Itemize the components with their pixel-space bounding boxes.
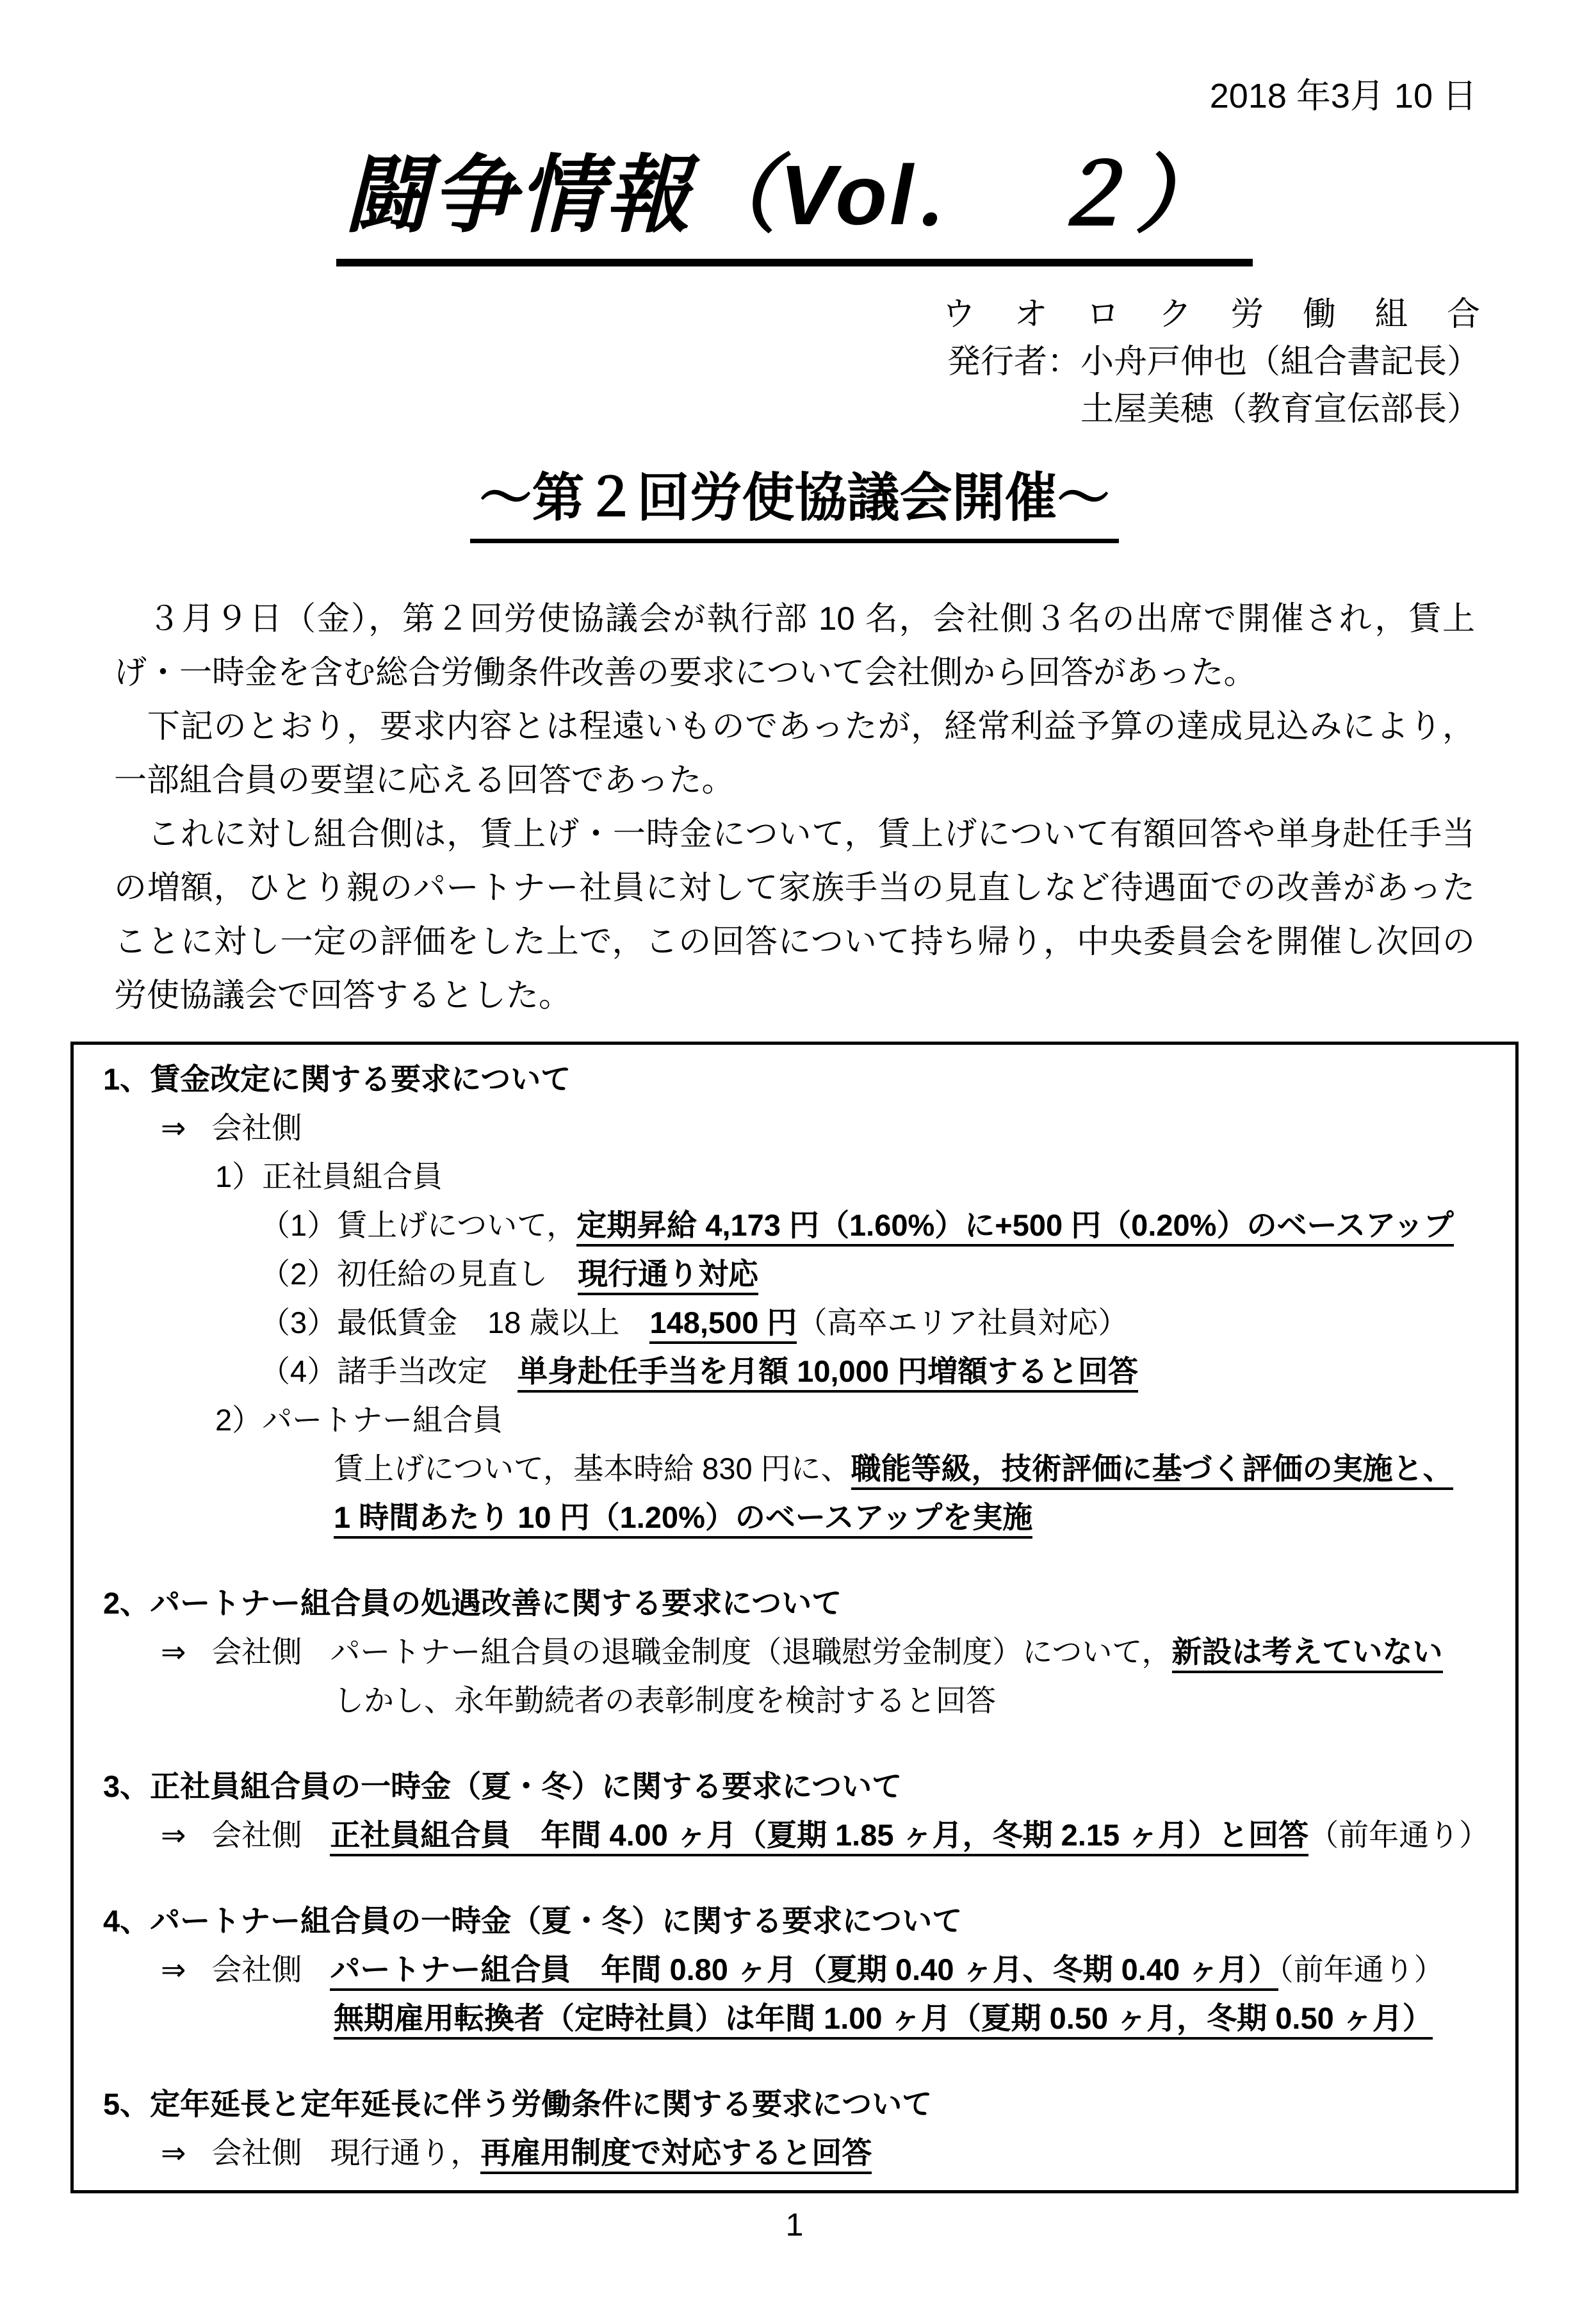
item-response: パートナー組合員 年間 0.80 ヶ月（夏期 0.40 ヶ月、冬期 0.40 ヶ月） [330, 1952, 1278, 1991]
arrow-icon: ⇒ [161, 1818, 186, 1852]
demands-summary-box [70, 1042, 1519, 2193]
section-1-item-1 [103, 1201, 1501, 1250]
company-side-label: 会社側 [211, 2136, 302, 2170]
masthead [942, 291, 1480, 433]
section-1-item-4 [103, 1347, 1501, 1396]
issue-date: 2018 年3月 10 日 [1209, 77, 1477, 115]
heading-row [0, 456, 1589, 543]
arrow-icon: ⇒ [161, 1111, 186, 1145]
section-1-group-2: 2）パートナー組合員 [215, 1403, 503, 1437]
item-text: （2）初任給の見直し [260, 1257, 578, 1291]
company-side-label: 会社側 [211, 1818, 302, 1852]
item-response: 定期昇給 4,173 円（1.60%）に+500 円（0.20%）のベースアップ [576, 1208, 1454, 1247]
section-1-group-2-line-2 [103, 1493, 1501, 1542]
intro-paragraph-2: 下記のとおり，要求内容とは程遠いものであったが，経常利益予算の達成見込みにより，一部組合員の要望に応える回答であった。 [114, 708, 1475, 798]
item-note: （高卒エリア社員対応） [797, 1305, 1129, 1339]
section-3-title: 3、正社員組合員の一時金（夏・冬）に関する要求について [103, 1769, 902, 1803]
item-note: （前年通り） [1308, 1818, 1490, 1852]
item-text: （1）賃上げについて， [260, 1208, 577, 1242]
spacer [103, 1725, 1501, 1762]
company-side-label: 会社側 [211, 1952, 302, 1986]
section-1-item-3 [103, 1298, 1501, 1347]
spacer [103, 1860, 1501, 1897]
item-response: 職能等級，技術評価に基づく評価の実施と、 [851, 1452, 1453, 1490]
section-4-company-response [103, 1945, 1501, 1994]
main-heading: ～第２回労使協議会開催～ [470, 456, 1118, 543]
section-4-line-2 [103, 1994, 1501, 2043]
company-side-label: 会社側 [211, 1635, 302, 1669]
item-response: 正社員組合員 年間 4.00 ヶ月（夏期 1.85 ヶ月，冬期 2.15 ヶ月）と回答 [330, 1818, 1308, 1856]
item-response: 現行通り対応 [578, 1257, 758, 1295]
section-1-title: 1、賃金改定に関する要求について [103, 1062, 571, 1096]
page-number: 1 [785, 2207, 804, 2243]
section-1-group-2-line-1 [103, 1444, 1501, 1493]
item-note: （前年通り） [1278, 1952, 1444, 1986]
section-1-group-1: 1）正社員組合員 [215, 1159, 443, 1193]
arrow-icon: ⇒ [161, 1635, 186, 1669]
company-side-label: 会社側 [211, 1111, 302, 1145]
title-row [0, 127, 1589, 266]
newsletter-title: 闘争情報（Vol． ２） [336, 127, 1252, 266]
section-3-company-response [103, 1811, 1501, 1860]
spacer [103, 2043, 1501, 2080]
arrow-icon: ⇒ [161, 1952, 186, 1986]
item-response: 再雇用制度で対応すると回答 [480, 2136, 872, 2174]
publisher-line-1: 発行者：小舟戸伸也（組合書記長） [947, 343, 1480, 381]
intro-paragraph-1: ３月９日（金），第２回労使協議会が執行部 10 名，会社側３名の出席で開催され，賃上げ・一時金を含む総合労働条件改善の要求について会社側から回答があった。 [114, 600, 1475, 691]
section-2-line-2: しかし、永年勤続者の表彰制度を検討すると回答 [334, 1683, 996, 1717]
section-5-company-response [103, 2129, 1501, 2177]
section-1-item-2 [103, 1250, 1501, 1298]
item-text: （3）最低賃金 18 歳以上 [260, 1305, 650, 1339]
section-1-company-response [103, 1104, 1501, 1152]
spacer [103, 1542, 1501, 1579]
item-response: 148,500 円 [649, 1305, 797, 1344]
publisher-line-2: 土屋美穂（教育宣伝部長） [1080, 391, 1480, 428]
item-text: 賃上げについて，基本時給 830 円に、 [334, 1452, 851, 1485]
item-response: 1 時間あたり 10 円（1.20%）のベースアップを実施 [334, 1500, 1032, 1539]
item-text: 現行通り， [330, 2136, 481, 2170]
item-response: 新設は考えていない [1172, 1635, 1443, 1673]
intro-section [114, 592, 1475, 1022]
organization-name: ウオロク労働組合 [942, 296, 1480, 333]
intro-paragraph-3: これに対し組合側は，賃上げ・一時金について，賃上げについて有額回答や単身赴任手当の増額，ひとり親のパートナー社員に対して家族手当の見直しなど待遇面での改善があったことに対し一定の評価をした上で，この回答について持ち帰り，中央委員会を開催し次回の労使協議会で回答するとした。 [114, 815, 1475, 1013]
section-2-company-response [103, 1628, 1501, 1676]
item-response: 無期雇用転換者（定時社員）は年間 1.00 ヶ月（夏期 0.50 ヶ月，冬期 0.50 ヶ月） [334, 2001, 1433, 2040]
item-text: パートナー組合員の退職金制度（退職慰労金制度）について， [330, 1635, 1172, 1669]
section-2-title: 2、パートナー組合員の処遇改善に関する要求について [103, 1586, 842, 1620]
document-page [0, 77, 1589, 2243]
item-response: 単身赴任手当を月額 10,000 円増額すると回答 [517, 1354, 1138, 1393]
item-text: （4）諸手当改定 [260, 1354, 518, 1388]
arrow-icon: ⇒ [161, 2136, 186, 2170]
section-5-title: 5、定年延長と定年延長に伴う労働条件に関する要求について [103, 2087, 933, 2121]
section-4-title: 4、パートナー組合員の一時金（夏・冬）に関する要求について [103, 1904, 963, 1938]
